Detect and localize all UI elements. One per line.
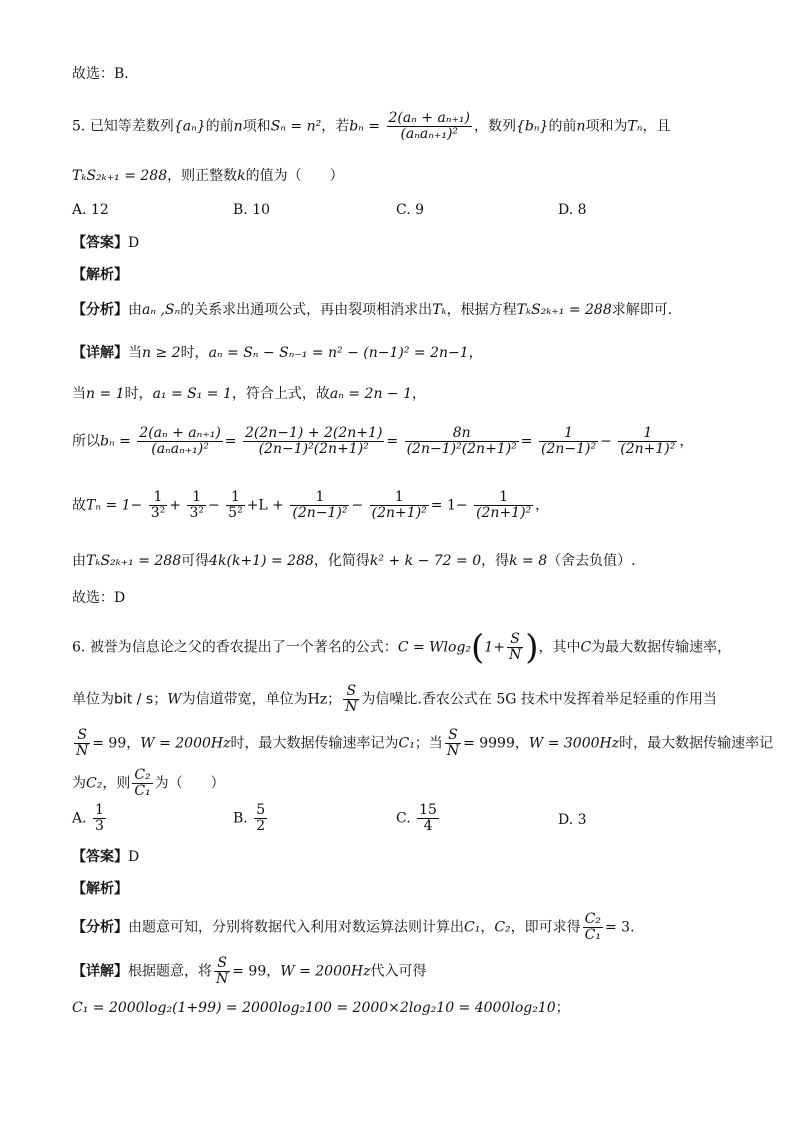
math: n ≥ 2 bbox=[142, 345, 181, 361]
fraction-numerator: 15 bbox=[419, 802, 437, 818]
q6-text: ， bbox=[126, 735, 141, 752]
q6-text: 代入可得 bbox=[370, 963, 427, 980]
q5-text: ，则正整数 bbox=[167, 168, 238, 184]
math: C₁ bbox=[464, 919, 481, 936]
fraction bbox=[254, 803, 267, 834]
option-label: B. bbox=[233, 810, 248, 827]
fraction-numerator: S bbox=[507, 632, 523, 648]
q5-number: 5. bbox=[72, 118, 86, 135]
comma: ， bbox=[679, 433, 694, 450]
unit: bit / s bbox=[114, 691, 154, 708]
q5-text: ，数列 bbox=[474, 118, 517, 135]
q6-analysis-tag bbox=[72, 879, 128, 899]
q5-bn-fraction bbox=[387, 111, 473, 142]
option-label: A. bbox=[72, 810, 87, 827]
q6-text: 根据题意，将 bbox=[128, 963, 212, 980]
math: TₖS₂ₖ₊₁ = 288 bbox=[516, 302, 612, 318]
fraction bbox=[405, 426, 519, 457]
q5-text: 项和 bbox=[242, 118, 271, 135]
xiangjie-tag: 【详解】 bbox=[72, 345, 128, 361]
fraction-denominator: N bbox=[76, 743, 89, 759]
minus: − bbox=[207, 497, 220, 514]
q5-text: 当 bbox=[72, 386, 86, 402]
equals: = bbox=[386, 433, 399, 450]
q6-text: 时，最大数据传输速率记 bbox=[619, 735, 774, 752]
math: C₂ bbox=[494, 919, 511, 936]
fraction bbox=[539, 426, 598, 457]
fraction-denominator: 3² bbox=[189, 505, 204, 521]
fraction bbox=[417, 803, 439, 834]
fraction bbox=[370, 490, 429, 521]
fraction-denominator: (2n+1)² bbox=[620, 441, 676, 457]
fraction bbox=[137, 426, 223, 457]
q6-text: ，其中 bbox=[538, 639, 581, 656]
q5-text: 求解即可. bbox=[611, 302, 673, 318]
fraction-denominator: N bbox=[446, 743, 460, 759]
fraction bbox=[445, 728, 461, 759]
q5-text: 所以 bbox=[72, 433, 100, 450]
fraction bbox=[474, 490, 533, 521]
q6-text: 为 bbox=[72, 775, 86, 792]
q6-option-d: D. 3 bbox=[558, 812, 587, 828]
q5-text: ，符合上式，故 bbox=[231, 386, 330, 402]
fraction-numerator: 8n bbox=[405, 426, 519, 442]
q5-text: ，根据方程 bbox=[446, 302, 517, 318]
ellipsis: +L + bbox=[246, 497, 284, 514]
math: bₙ = bbox=[100, 433, 131, 450]
q5-text: ， bbox=[468, 345, 483, 361]
fraction-denominator: (2n−1)²(2n+1)² bbox=[258, 441, 369, 457]
math: aₙ = 2n − 1 bbox=[329, 386, 413, 402]
q5-fenxi bbox=[72, 300, 672, 320]
q6-text: ，即可求得 bbox=[510, 919, 581, 936]
xiangjie-tag: 【详解】 bbox=[72, 963, 128, 980]
math: 4k(k+1) = 288 bbox=[209, 553, 314, 569]
q5-text: （舍去负值）. bbox=[547, 553, 636, 569]
fraction-denominator: (aₙaₙ₊₁)² bbox=[400, 126, 459, 142]
math: W = 3000Hz bbox=[528, 735, 620, 752]
fraction-denominator: 3² bbox=[150, 505, 166, 521]
answer-tag: 【答案】 bbox=[72, 235, 128, 251]
fraction-denominator: (2n−1)² bbox=[540, 441, 597, 457]
q5-option-c: C. 9 bbox=[396, 202, 425, 218]
q5-text: 由 bbox=[72, 553, 86, 569]
q6-xiangjie bbox=[72, 956, 426, 987]
fraction-denominator: 5² bbox=[228, 505, 243, 521]
q5-tn: Tₙ bbox=[627, 118, 643, 135]
fraction-numerator: 2(2n−1) + 2(2n+1) bbox=[244, 425, 383, 441]
minus: − bbox=[600, 433, 612, 450]
q6-text: 为信道带宽，单位为 bbox=[181, 691, 308, 708]
q5-text: 的值为（ ） bbox=[245, 168, 344, 184]
q5-text: 项和为 bbox=[585, 118, 628, 135]
fraction-denominator: N bbox=[216, 971, 229, 987]
fraction-denominator: N bbox=[508, 647, 522, 663]
fenxi-tag: 【分析】 bbox=[72, 919, 128, 936]
fraction bbox=[93, 803, 106, 834]
fraction bbox=[74, 728, 90, 759]
q5-text: 时， bbox=[124, 386, 153, 402]
fraction-numerator: S bbox=[74, 728, 90, 744]
analysis-tag: 【解析】 bbox=[72, 267, 128, 283]
math: C bbox=[580, 639, 592, 656]
math: = 9999 bbox=[463, 735, 515, 752]
q5-sn: Sₙ = n² bbox=[270, 118, 322, 135]
fraction-denominator: (2n−1)²(2n+1)² bbox=[406, 441, 517, 457]
equals: = bbox=[520, 433, 533, 450]
fraction-denominator: 4 bbox=[423, 818, 433, 834]
fraction bbox=[507, 632, 523, 663]
q6-number: 6. bbox=[72, 639, 86, 656]
fraction-denominator: 2 bbox=[256, 818, 266, 834]
fraction-denominator: N bbox=[345, 699, 358, 715]
q6-text: 为信噪比.香农公式在 5G 技术中发挥着举足轻重的作用当 bbox=[361, 691, 717, 708]
math: W = 2000Hz bbox=[280, 963, 371, 980]
analysis-tag: 【解析】 bbox=[72, 881, 128, 897]
math: n = 1 bbox=[86, 386, 125, 402]
math: k² + k − 72 = 0 bbox=[369, 553, 482, 569]
fraction-denominator: (aₙaₙ₊₁)² bbox=[151, 441, 209, 457]
answer-value: D bbox=[128, 235, 140, 251]
plus: + bbox=[169, 497, 181, 514]
q5-text: ， bbox=[412, 386, 427, 402]
math: aₙ ,Sₙ bbox=[142, 302, 181, 318]
q5-text: 当 bbox=[128, 345, 142, 361]
answer-tag: 【答案】 bbox=[72, 849, 128, 865]
q5-answer-line bbox=[72, 233, 139, 253]
q6-option-c bbox=[396, 803, 441, 834]
fraction bbox=[290, 490, 349, 521]
q5-bn: bₙ = bbox=[349, 118, 381, 135]
q6-text: ； bbox=[153, 691, 168, 708]
minus: − bbox=[351, 497, 364, 514]
fraction-numerator: 2(aₙ + aₙ₊₁) bbox=[388, 110, 471, 126]
paren-close: ) bbox=[525, 627, 539, 668]
q5-text: 时， bbox=[180, 345, 209, 361]
fraction-numerator: 1 bbox=[226, 490, 245, 506]
fraction bbox=[343, 684, 359, 715]
q5-analysis-tag bbox=[72, 265, 128, 285]
q6-stem-line3 bbox=[72, 728, 773, 759]
fraction-numerator: 1 bbox=[95, 802, 104, 818]
q6-option-a bbox=[72, 803, 108, 834]
math: C₁ bbox=[398, 735, 415, 752]
q6-stem-line1 bbox=[72, 627, 732, 668]
q6-text: ，则 bbox=[102, 775, 131, 792]
q6-final-line bbox=[72, 998, 570, 1018]
q5-text: ，若 bbox=[321, 118, 350, 135]
q5-text: ，得 bbox=[481, 553, 510, 569]
q6-stem-line4 bbox=[72, 768, 225, 799]
q5-stem-line2 bbox=[72, 166, 344, 186]
q5-text: 的关系求出通项公式，再由裂项相消求出 bbox=[180, 302, 433, 318]
q6-answer-line bbox=[72, 847, 139, 867]
q5-text: 故 bbox=[72, 497, 86, 514]
fraction-numerator: S bbox=[214, 956, 230, 972]
math: W = 2000Hz bbox=[140, 735, 231, 752]
q6-text: ， bbox=[514, 735, 529, 752]
q5-text: 由 bbox=[128, 302, 142, 318]
math: TₖS₂ₖ₊₁ = 288 bbox=[86, 553, 182, 569]
option-label: C. bbox=[396, 810, 411, 827]
one-minus: = 1− bbox=[430, 497, 468, 514]
math: = 99 bbox=[232, 963, 267, 980]
comma: ， bbox=[535, 497, 550, 514]
math: aₙ = Sₙ − Sₙ₋₁ = n² − (n−1)² = 2n−1 bbox=[208, 345, 469, 361]
math: W bbox=[167, 691, 182, 708]
q5-text: 可得 bbox=[181, 553, 210, 569]
q5-option-b: B. 10 bbox=[233, 202, 271, 218]
q5-text: ，且 bbox=[642, 118, 671, 135]
q5-text: ，化简得 bbox=[313, 553, 370, 569]
fraction-numerator: C₂ bbox=[134, 767, 151, 783]
fraction-numerator: 1 bbox=[149, 490, 168, 506]
equals: = bbox=[224, 433, 237, 450]
q5-seq-a: {aₙ} bbox=[173, 118, 206, 135]
q5-xiangjie-line3 bbox=[72, 426, 693, 457]
q6-text: 时，最大数据传输速率记为 bbox=[230, 735, 399, 752]
fraction bbox=[149, 490, 168, 521]
fraction-denominator: (2n+1)² bbox=[371, 505, 427, 521]
q5-n: n bbox=[233, 118, 243, 135]
unit: Hz bbox=[307, 691, 328, 708]
q5-xiangjie-line1 bbox=[72, 343, 483, 363]
fenxi-tag: 【分析】 bbox=[72, 302, 128, 318]
fraction-numerator: 1 bbox=[539, 426, 598, 442]
fraction-numerator: 1 bbox=[290, 490, 349, 506]
paren-open: ( bbox=[471, 627, 485, 668]
fraction-denominator: 3 bbox=[95, 818, 104, 834]
math: Tₖ bbox=[432, 302, 447, 318]
q5-text: 已知等差数列 bbox=[89, 118, 174, 135]
fraction bbox=[226, 490, 245, 521]
q6-text: 单位为 bbox=[72, 691, 114, 708]
math: Tₙ = 1− bbox=[86, 497, 143, 514]
fraction-numerator: 1 bbox=[618, 426, 677, 442]
fraction bbox=[618, 426, 677, 457]
q5-xiangjie-line2 bbox=[72, 384, 426, 404]
fraction-numerator: S bbox=[445, 728, 461, 744]
fraction bbox=[187, 490, 206, 521]
fraction-numerator: S bbox=[343, 684, 359, 700]
math: 1+ bbox=[484, 639, 505, 656]
q6-text: 由题意可知，分别将数据代入利用对数运算法则计算出 bbox=[128, 919, 464, 936]
q6-fenxi bbox=[72, 912, 635, 943]
q5-xiangjie-line4 bbox=[72, 490, 549, 521]
q6-text: ； bbox=[555, 1000, 570, 1016]
q5-stem-line1 bbox=[72, 111, 671, 142]
q5-text: 的前 bbox=[205, 118, 234, 135]
q5-xiangjie-line5 bbox=[72, 551, 636, 571]
prev-conclusion: 故选：B． bbox=[72, 66, 139, 82]
fraction-numerator: 2(aₙ + aₙ₊₁) bbox=[139, 425, 221, 441]
q5-seq-b: {bₙ} bbox=[516, 118, 549, 135]
q6-text: ， bbox=[480, 919, 495, 936]
q6-text: 为（ ） bbox=[154, 775, 225, 792]
q6-text: 被誉为信息论之父的香农提出了一个著名的公式： bbox=[89, 639, 398, 656]
q5-option-a: A. 12 bbox=[72, 202, 109, 218]
math: C₁ = 2000log₂(1+99) = 2000log₂100 = 2000×2log₂10 = 4000log₂10 bbox=[72, 1000, 556, 1016]
fraction bbox=[583, 912, 603, 943]
q6-text: ；当 bbox=[414, 735, 443, 752]
q6-text: 为最大数据传输速率， bbox=[591, 639, 732, 656]
q5-option-d: D. 8 bbox=[558, 202, 587, 218]
fraction bbox=[214, 956, 230, 987]
fraction-numerator: 1 bbox=[187, 490, 206, 506]
math: = 99 bbox=[92, 735, 127, 752]
fraction-numerator: 1 bbox=[474, 490, 533, 506]
fraction-numerator: 5 bbox=[256, 802, 266, 818]
fraction-denominator: (2n+1)² bbox=[476, 505, 532, 521]
q5-conclusion: 故选：D bbox=[72, 590, 126, 606]
math: a₁ = S₁ = 1 bbox=[152, 386, 232, 402]
q5-k: k bbox=[237, 168, 246, 184]
q5-condition: TₖS₂ₖ₊₁ = 288 bbox=[72, 168, 168, 184]
fraction-numerator: C₂ bbox=[584, 911, 601, 927]
math: C = Wlog₂ bbox=[397, 639, 472, 656]
q6-option-b bbox=[233, 803, 269, 834]
fraction-denominator: C₁ bbox=[134, 783, 151, 799]
math: k = 8 bbox=[509, 553, 548, 569]
fraction bbox=[132, 768, 152, 799]
math: = 3. bbox=[604, 919, 635, 936]
q5-n2: n bbox=[576, 118, 586, 135]
q6-text: ； bbox=[327, 691, 342, 708]
q6-text: ， bbox=[266, 963, 281, 980]
answer-value: D bbox=[128, 849, 140, 865]
fraction-denominator: C₁ bbox=[584, 927, 601, 943]
fraction-numerator: 1 bbox=[370, 490, 429, 506]
math: C₂ bbox=[86, 775, 103, 792]
fraction-denominator: (2n−1)² bbox=[292, 505, 348, 521]
q5-text: 的前 bbox=[548, 118, 577, 135]
fraction bbox=[243, 426, 384, 457]
q6-stem-line2 bbox=[72, 684, 717, 715]
